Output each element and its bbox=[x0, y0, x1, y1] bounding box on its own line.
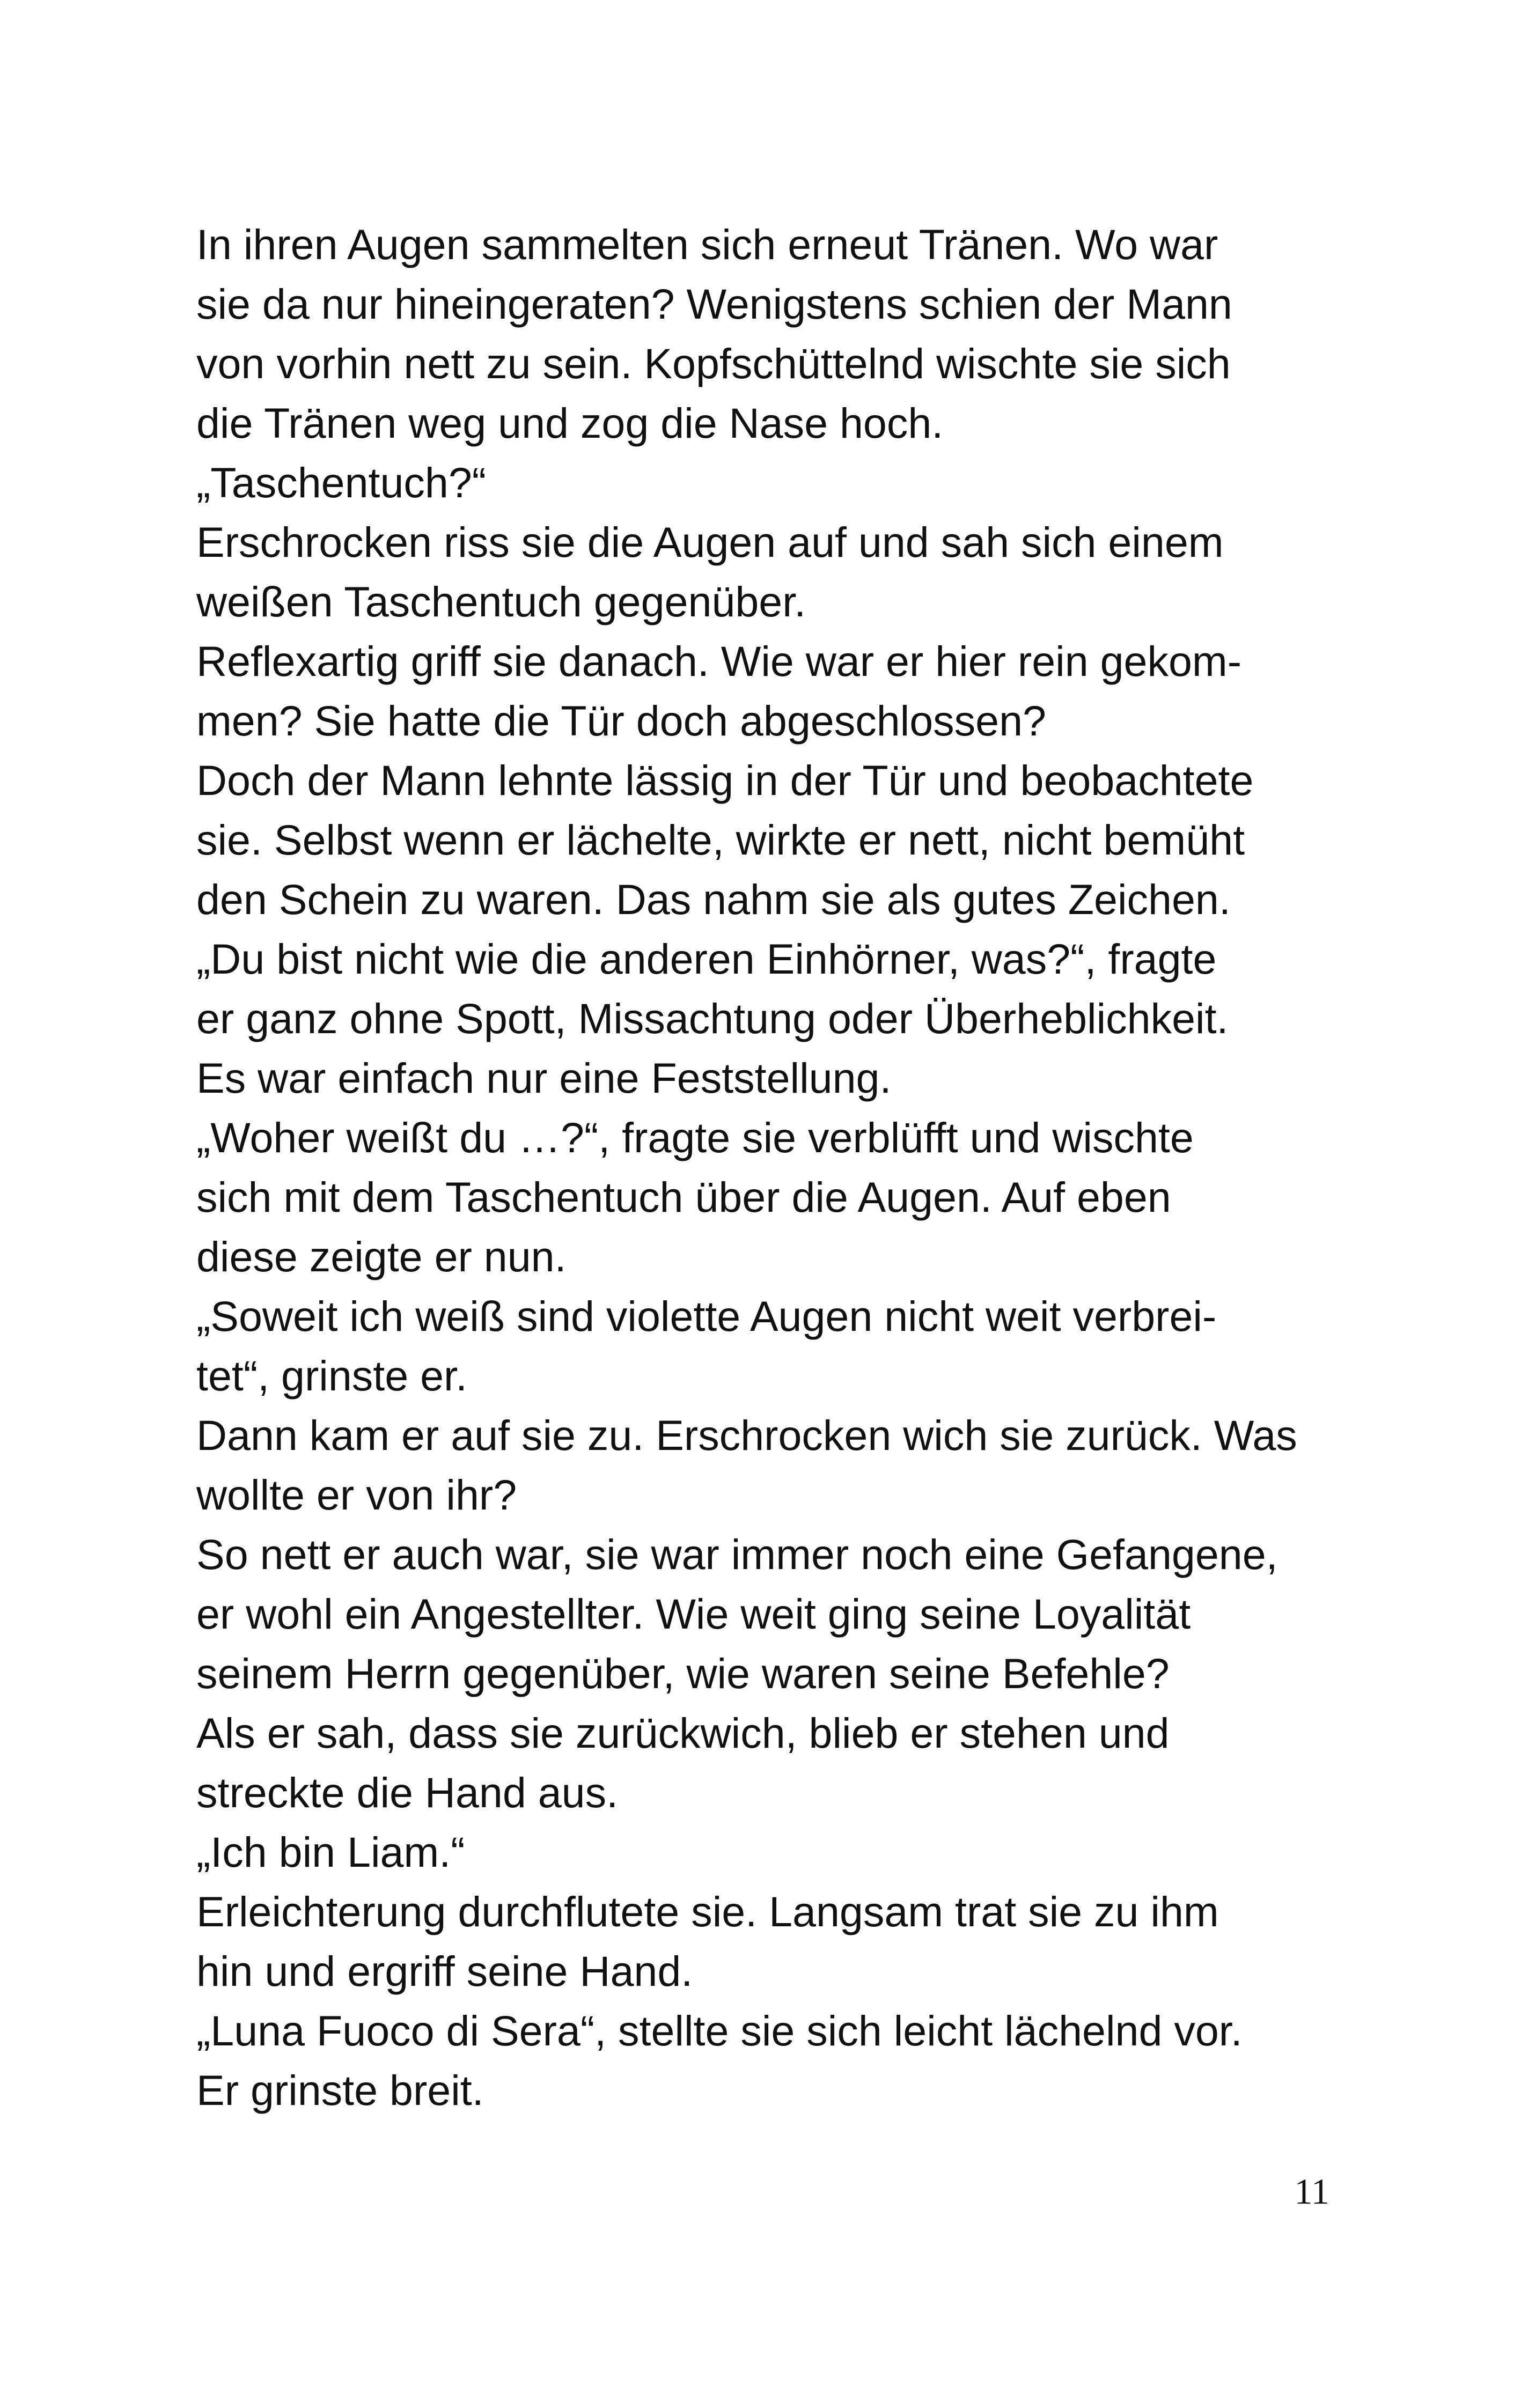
text-line-16: „Woher weißt du …?“, fragte sie verblüfft und wischte bbox=[196, 1114, 1194, 1161]
text-line-21: Dann kam er auf sie zu. Erschrocken wich sie zurück. Was bbox=[196, 1411, 1297, 1459]
text-line-25: seinem Herrn gegenüber, wie waren seine Befehle? bbox=[196, 1649, 1170, 1697]
text-line-5: „Taschentuch?“ bbox=[196, 459, 487, 506]
text-line-31: „Luna Fuoco di Sera“, stellte sie sich leicht lächelnd vor. bbox=[196, 2007, 1243, 2054]
text-line-10: Doch der Mann lehnte lässig in der Tür und beobachtete bbox=[196, 756, 1254, 804]
text-line-3: von vorhin nett zu sein. Kopfschüttelnd wischte sie sich bbox=[196, 340, 1231, 387]
text-line-4: die Tränen weg und zog die Nase hoch. bbox=[196, 399, 944, 447]
text-line-8: Reflexartig griff sie danach. Wie war er hier rein gekom- bbox=[196, 637, 1241, 685]
text-line-22: wollte er von ihr? bbox=[196, 1471, 517, 1519]
text-line-29: Erleichterung durchflutete sie. Langsam trat sie zu ihm bbox=[196, 1888, 1219, 1935]
text-line-1: In ihren Augen sammelten sich erneut Tränen. Wo war bbox=[196, 220, 1218, 268]
text-line-19: „Soweit ich weiß sind violette Augen nicht weit verbrei- bbox=[196, 1292, 1217, 1340]
text-line-9: men? Sie hatte die Tür doch abgeschlossen? bbox=[196, 697, 1046, 745]
text-line-18: diese zeigte er nun. bbox=[196, 1233, 567, 1280]
text-line-12: den Schein zu waren. Das nahm sie als gutes Zeichen. bbox=[196, 875, 1231, 923]
text-line-27: streckte die Hand aus. bbox=[196, 1769, 619, 1816]
body-text bbox=[196, 215, 1355, 2120]
text-line-23: So nett er auch war, sie war immer noch eine Gefangene, bbox=[196, 1530, 1278, 1578]
text-line-32: Er grinste breit. bbox=[196, 2066, 484, 2114]
text-line-26: Als er sah, dass sie zurückwich, blieb er stehen und bbox=[196, 1709, 1170, 1757]
text-line-14: er ganz ohne Spott, Missachtung oder Überheblichkeit. bbox=[196, 995, 1229, 1042]
text-line-11: sie. Selbst wenn er lächelte, wirkte er nett, nicht bemüht bbox=[196, 816, 1245, 864]
text-line-6: Erschrocken riss sie die Augen auf und sah sich einem bbox=[196, 518, 1224, 566]
text-line-20: tet“, grinste er. bbox=[196, 1352, 467, 1400]
text-line-15: Es war einfach nur eine Feststellung. bbox=[196, 1054, 892, 1102]
text-line-2: sie da nur hineingeraten? Wenigstens schien der Mann bbox=[196, 280, 1232, 328]
text-line-30: hin und ergriff seine Hand. bbox=[196, 1947, 693, 1995]
text-line-13: „Du bist nicht wie die anderen Einhörner, was?“, fragte bbox=[196, 935, 1217, 983]
text-line-28: „Ich bin Liam.“ bbox=[196, 1828, 465, 1876]
page-number: 11 bbox=[1294, 2171, 1329, 2212]
text-line-17: sich mit dem Taschentuch über die Augen. Auf eben bbox=[196, 1173, 1171, 1221]
text-line-24: er wohl ein Angestellter. Wie weit ging seine Loyalität bbox=[196, 1590, 1191, 1638]
text-line-7: weißen Taschentuch gegenüber. bbox=[196, 578, 806, 625]
